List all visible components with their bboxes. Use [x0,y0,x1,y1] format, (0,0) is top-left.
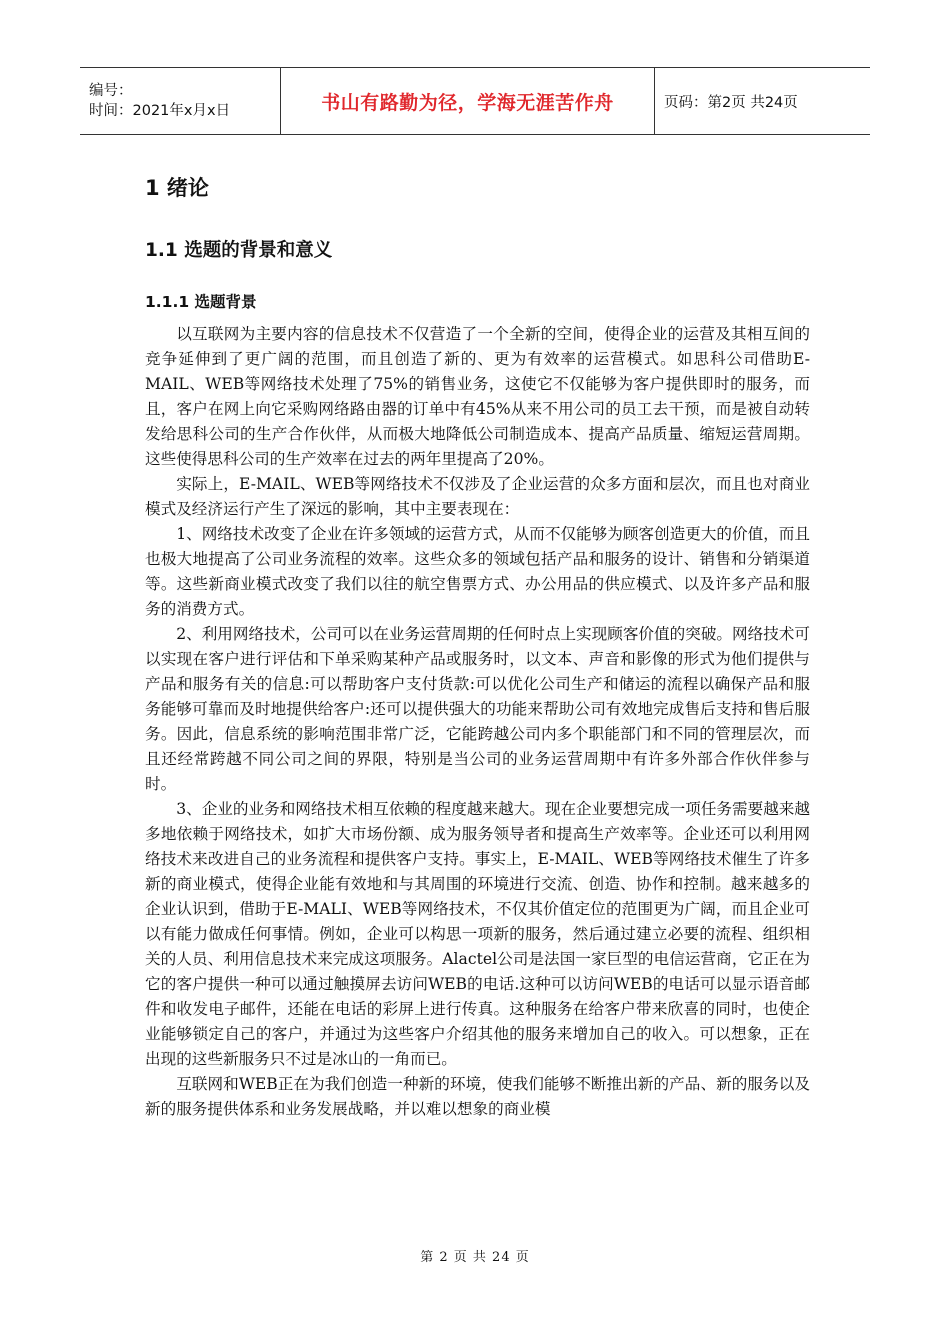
time-label: 时间：2021年x月x日 [89,103,231,119]
header-page-cell [655,68,870,134]
page-info: 页码：第2页 共24页 [664,94,798,111]
paragraph: 1、网络技术改变了企业在许多领域的运营方式，从而不仅能够为顾客创造更大的价值，而且也极大地提高了公司业务流程的效率。这些众多的领域包括产品和服务的设计、销售和分销渠道等。这些新商业模式改变了我们以往的航空售票方式、办公用品的供应模式、以及许多产品和服务的消费方式。 [145,525,810,618]
motto-text: 书山有路勤为径，学海无涯苦作舟 [321,91,614,114]
paragraph: 互联网和WEB正在为我们创造一种新的环境，使我们能够不断推出新的产品、新的服务以及新的服务提供体系和业务发展战略，并以难以想象的商业模 [145,1075,810,1118]
document-header [80,67,870,135]
body-text [145,322,810,1122]
number-label: 编号： [89,83,133,99]
paragraph: 2、利用网络技术，公司可以在业务运营周期的任何时点上实现顾客价值的突破。网络技术可以实现在客户进行评估和下单采购某种产品或服务时，以文本、声音和影像的形式为他们提供与产品和服务有关的信息:可以帮助客户支付货款:可以优化公司生产和储运的流程以确保产品和服务能够可靠而及时地提供给客户:还可以提供强大的功能来帮助公司有效地完成售后支持和售后服务。因此，信息系统的影响范围非常广泛，它能跨越公司内多个职能部门和不同的管理层次，而且还经常跨越不同公司之间的界限，特别是当公司的业务运营周期中有许多外部合作伙伴参与时。 [145,625,810,793]
paragraph: 实际上，E-MAIL、WEB等网络技术不仅涉及了企业运营的众多方面和层次，而且也对商业模式及经济运行产生了深远的影响，其中主要表现在： [145,475,810,518]
paragraph: 以互联网为主要内容的信息技术不仅营造了一个全新的空间，使得企业的运营及其相互间的竞争延伸到了更广阔的范围，而且创造了新的、更为有效率的运营模式。如思科公司借助E-MAIL、WEB等网络技术处理了75%的销售业务，这使它不仅能够为客户提供即时的服务，而且，客户在网上向它采购网络路由器的订单中有45%从来不用公司的员工去干预，而是被自动转发给思科公司的生产合作伙伴，从而极大地降低公司制造成本、提高产品质量、缩短运营周期。这些使得思科公司的生产效率在过去的两年里提高了20%。 [145,325,810,468]
page-footer: 第 2 页 共 24 页 [420,1250,530,1265]
header-meta-cell [80,68,281,134]
subsection-heading: 1.1.1 选题背景 [145,293,257,311]
paragraph: 3、企业的业务和网络技术相互依赖的程度越来越大。现在企业要想完成一项任务需要越来越多地依赖于网络技术，如扩大市场份额、成为服务领导者和提高生产效率等。企业还可以利用网络技术来改进自己的业务流程和提供客户支持。事实上，E-MAIL、WEB等网络技术催生了许多新的商业模式，使得企业能有效地和与其周围的环境进行交流、创造、协作和控制。越来越多的企业认识到，借助于E-MALI、WEB等网络技术，不仅其价值定位的范围更为广阔，而且企业可以有能力做成任何事情。例如，企业可以构思一项新的服务，然后通过建立必要的流程、组织相关的人员、利用信息技术来完成这项服务。Alactel公司是法国一家巨型的电信运营商，它正在为它的客户提供一种可以通过触摸屏去访问WEB的电话.这种可以访问WEB的电话可以显示语音邮件和收发电子邮件，还能在电话的彩屏上进行传真。这种服务在给客户带来欣喜的同时，也使企业能够锁定自己的客户，并通过为这些客户介绍其他的服务来增加自己的收入。可以想象，正在出现的这些新服务只不过是冰山的一角而已。 [145,800,810,1068]
section-heading: 1.1 选题的背景和意义 [145,240,333,261]
chapter-heading: 1 绪论 [145,176,209,200]
header-motto-cell [281,68,655,134]
